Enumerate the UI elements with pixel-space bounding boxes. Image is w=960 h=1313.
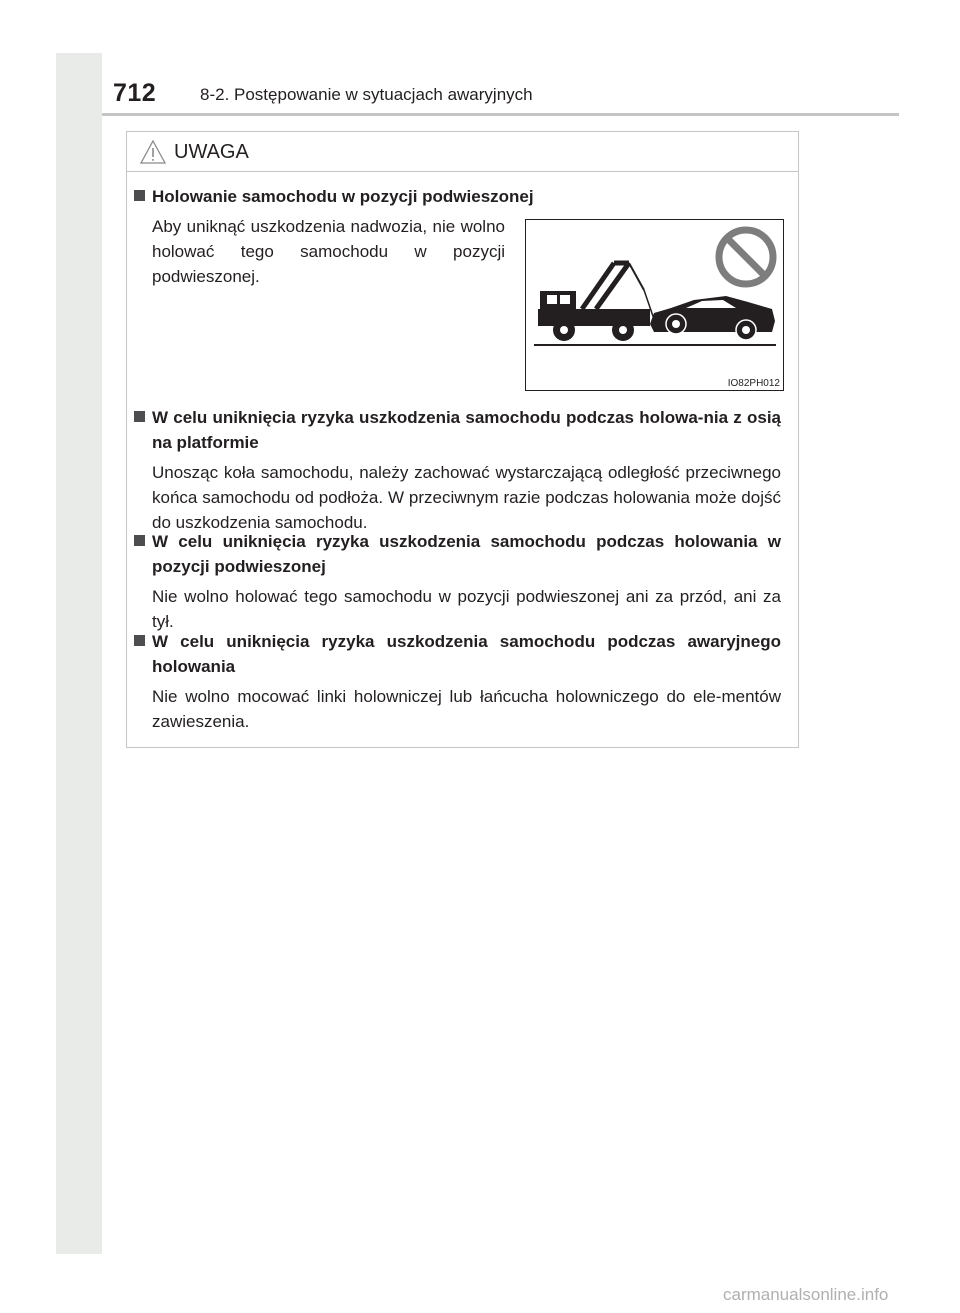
item-body: Nie wolno mocować linki holowniczej lub łańcucha holowniczego do ele-mentów zawieszenia. xyxy=(152,687,781,731)
section-title: 8-2. Postępowanie w sytuacjach awaryjnych xyxy=(200,85,533,104)
page-number: 712 xyxy=(113,79,157,107)
item-heading: W celu uniknięcia ryzyka uszkodzenia samochodu podczas holowania w pozycji podwieszonej xyxy=(152,532,781,576)
footer-watermark: carmanualsonline.info xyxy=(723,1285,889,1304)
square-bullet-icon xyxy=(134,411,145,422)
item-body: Unosząc koła samochodu, należy zachować wystarczającą odległość przeciwnego końca samochodu od podłoża. W przeciwnym razie podczas holowania może dojść do uszkodzenia samochodu. xyxy=(152,463,781,532)
item-heading: Holowanie samochodu w pozycji podwieszonej xyxy=(152,187,534,206)
item-heading: W celu uniknięcia ryzyka uszkodzenia samochodu podczas holowa-nia z osią na platformie xyxy=(152,408,781,452)
warning-label: UWAGA xyxy=(174,141,249,163)
square-bullet-icon xyxy=(134,635,145,646)
figure-code: IO82PH012 xyxy=(727,378,780,389)
tow-truck-suspended-car-image xyxy=(526,220,783,390)
side-tab xyxy=(56,53,102,1254)
item-body: Aby uniknąć uszkodzenia nadwozia, nie wolno holować tego samochodu w pozycji podwieszonej. xyxy=(152,217,505,286)
square-bullet-icon xyxy=(134,535,145,546)
warning-header xyxy=(127,132,798,172)
towing-illustration xyxy=(525,219,784,391)
item-heading: W celu uniknięcia ryzyka uszkodzenia samochodu podczas awaryjnego holowania xyxy=(152,632,781,676)
item-body: Nie wolno holować tego samochodu w pozycji podwieszonej ani za przód, ani za tył. xyxy=(152,587,781,631)
warning-triangle-icon xyxy=(140,140,166,164)
square-bullet-icon xyxy=(134,190,145,201)
warning-box xyxy=(126,131,799,748)
header-divider xyxy=(102,113,899,116)
